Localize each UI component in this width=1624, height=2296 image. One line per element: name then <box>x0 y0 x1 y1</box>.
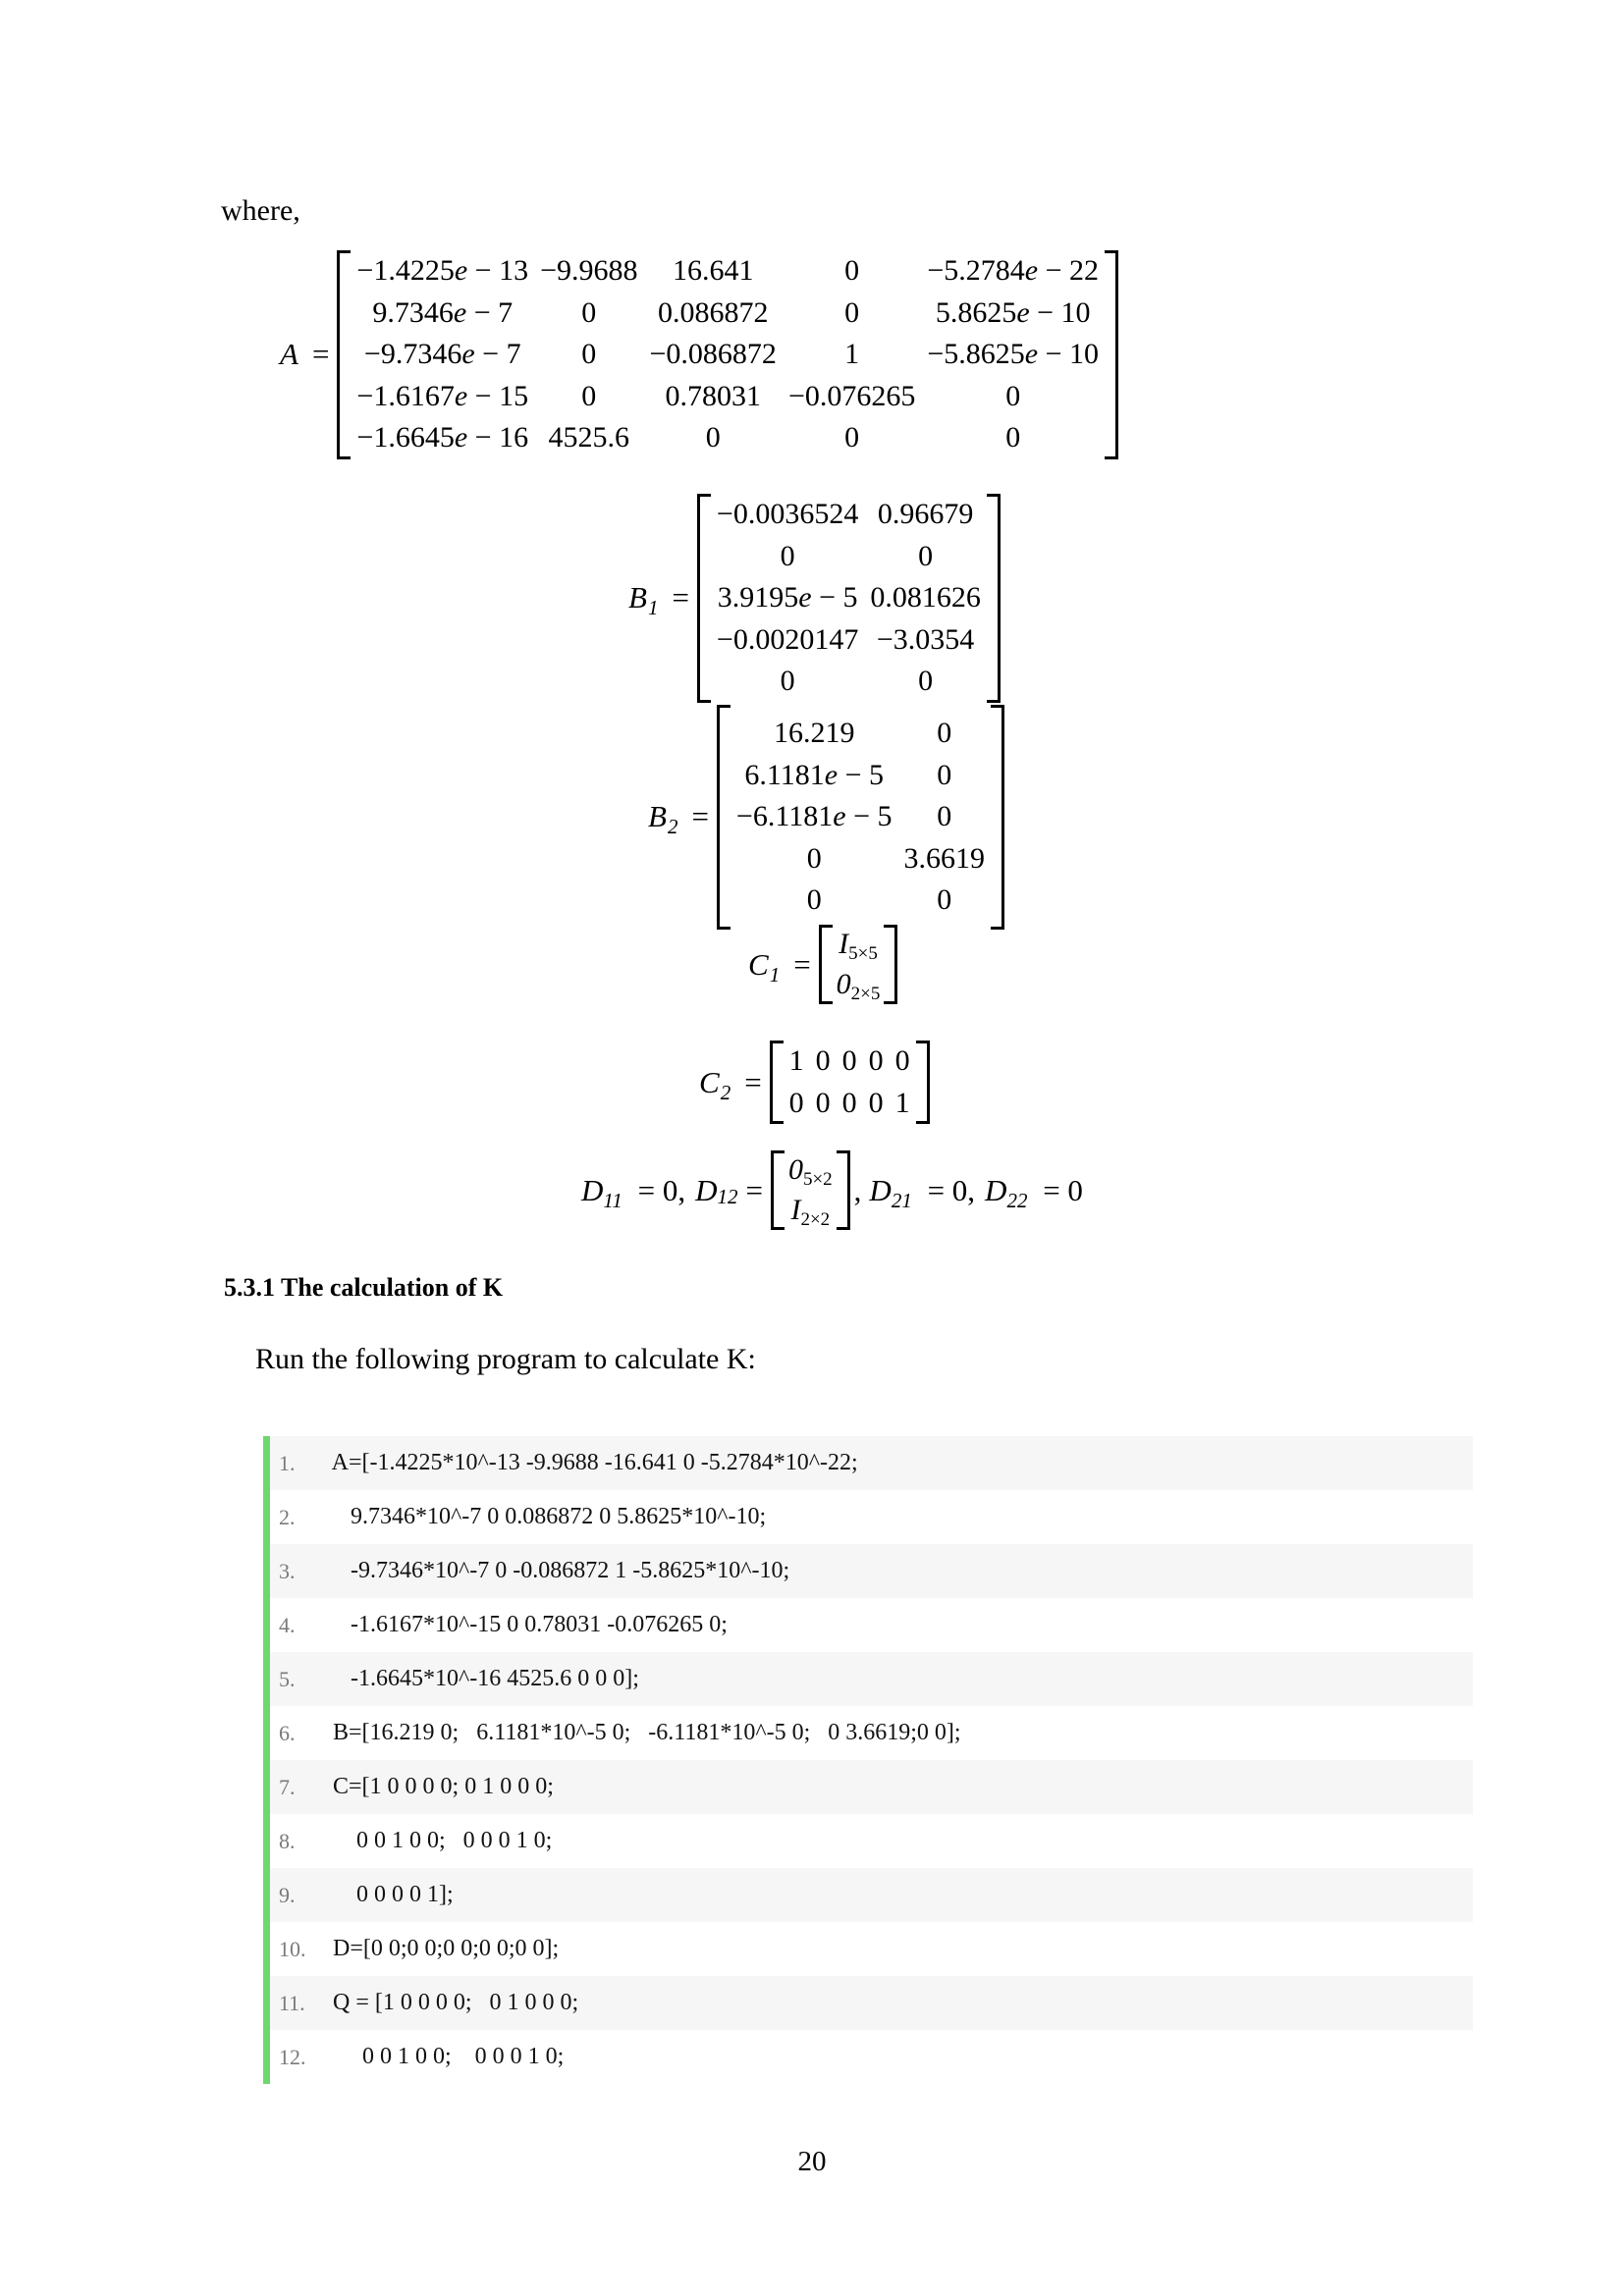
code-line[interactable] <box>263 1652 1473 1706</box>
matrix-cell: −5.8625e − 10 <box>927 338 1100 371</box>
code-line-text: 0 0 0 0 1]; <box>321 1882 454 1907</box>
matrix-cell: 0 <box>581 379 597 412</box>
equation-B1-label: B 1 <box>628 580 659 620</box>
matrix-cell: 0 <box>918 665 934 698</box>
matrix-cell: 0 <box>705 421 721 454</box>
equation-C1 <box>748 925 897 1004</box>
matrix-cell: 0 <box>815 1044 831 1077</box>
code-line-text: 0 0 1 0 0; 0 0 0 1 0; <box>321 1828 553 1853</box>
code-line-number: 6. <box>279 1720 296 1745</box>
equation-D22: $D_{22} = 0$ <box>985 1172 1083 1212</box>
matrix-cell: 0.96679 <box>877 498 974 530</box>
equation-D11: $D_{11} = 0$, <box>581 1172 686 1212</box>
code-line-text: 0 0 1 0 0; 0 0 0 1 0; <box>321 2044 565 2069</box>
matrix-C1 <box>819 925 898 1004</box>
bracket-right <box>991 705 1004 930</box>
matrix-cell: 0 <box>780 665 795 698</box>
matrix-cell: 4525.6 <box>548 421 630 454</box>
matrix-A-grid <box>351 250 1105 459</box>
code-line-number: 8. <box>279 1828 296 1853</box>
matrix-cell: 1 <box>894 1086 910 1119</box>
code-line[interactable] <box>263 2030 1473 2084</box>
code-line-text: D=[0 0;0 0;0 0;0 0;0 0]; <box>321 1936 560 1961</box>
matrix-cell: −5.2784e − 22 <box>927 254 1100 287</box>
matrix-cell: −9.9688 <box>540 254 638 287</box>
bracket-left <box>819 925 833 1004</box>
equation-D21: $D_{21} = 0$, <box>869 1172 976 1212</box>
code-line[interactable] <box>263 1760 1473 1814</box>
code-line-number: 7. <box>279 1774 296 1799</box>
matrix-cell: 0 <box>841 1044 857 1077</box>
equals-sign: = <box>672 580 689 615</box>
matrix-cell: 0 <box>581 338 597 371</box>
matrix-cell: −0.076265 <box>787 379 916 412</box>
matrix-cell: 0.086872 <box>657 295 769 329</box>
matrix-C1-grid <box>833 925 885 1004</box>
matrix-cell: 0 <box>780 539 795 572</box>
bracket-left <box>771 1150 785 1230</box>
code-line[interactable] <box>263 1598 1473 1652</box>
code-line[interactable] <box>263 1976 1473 2030</box>
matrix-cell: −0.0036524 <box>716 498 859 530</box>
matrix-cell: 3.6619 <box>903 841 985 875</box>
matrix-cell: 0 <box>581 295 597 329</box>
matrix-cell: 0.081626 <box>870 581 981 614</box>
bracket-right <box>916 1041 930 1124</box>
code-line-text: Q = [1 0 0 0 0; 0 1 0 0 0; <box>321 1990 579 2015</box>
code-line-number: 11. <box>279 1990 305 2015</box>
matrix-cell: 3.9195e − 5 <box>717 581 858 614</box>
code-line-number: 5. <box>279 1666 296 1691</box>
code-line[interactable] <box>263 1706 1473 1760</box>
matrix-cell: 0.78031 <box>665 379 761 412</box>
section-heading: 5.3.1 The calculation of K <box>224 1273 504 1302</box>
matrix-cell: −1.6645e − 16 <box>356 421 529 454</box>
matrix-cell: 0 <box>806 883 822 917</box>
matrix-cell: 0 <box>844 421 860 454</box>
matrix-A <box>337 250 1118 459</box>
code-line-text: C=[1 0 0 0 0; 0 1 0 0 0; <box>321 1774 554 1799</box>
code-line-number: 12. <box>279 2044 306 2069</box>
matrix-cell: 16.219 <box>773 717 855 749</box>
bracket-left <box>337 250 351 459</box>
equals-sign: = <box>691 799 709 834</box>
equation-D-row <box>581 1150 1083 1230</box>
bracket-left <box>770 1041 784 1124</box>
matrix-cell: 5.8625e − 10 <box>935 295 1091 329</box>
equation-A <box>280 250 1118 459</box>
matrix-symbol-cell: $0_{2\times 5}$ <box>836 967 881 1004</box>
code-line[interactable] <box>263 1544 1473 1598</box>
code-line-number: 4. <box>279 1612 296 1637</box>
matrix-C2 <box>770 1041 930 1124</box>
equation-C2-label: C 2 <box>699 1064 731 1104</box>
matrix-cell: −3.0354 <box>876 622 975 656</box>
matrix-cell: 0 <box>1005 421 1021 454</box>
code-line-number: 3. <box>279 1558 296 1583</box>
matrix-cell: 0 <box>937 758 952 791</box>
where-label: where, <box>221 194 300 227</box>
matrix-cell: 9.7346e − 7 <box>372 295 514 329</box>
code-line-number: 9. <box>279 1882 296 1907</box>
matrix-cell: 0 <box>918 539 934 572</box>
matrix-cell: 0 <box>937 800 952 833</box>
page-number: 20 <box>797 2146 827 2177</box>
matrix-cell: 16.641 <box>672 254 754 287</box>
bracket-right <box>884 925 897 1004</box>
code-line-text: A=[-1.4225*10^-13 -9.9688 -16.641 0 -5.2784*10^-22; <box>321 1450 858 1475</box>
bracket-left <box>697 494 711 703</box>
code-line[interactable] <box>263 1868 1473 1922</box>
equation-B2 <box>648 705 1004 930</box>
matrix-cell: 0 <box>894 1044 910 1077</box>
matrix-cell: −0.086872 <box>649 338 777 371</box>
equation-B1 <box>628 494 1001 703</box>
matrix-D12-grid <box>785 1150 837 1230</box>
section-paragraph: Run the following program to calculate K: <box>255 1343 756 1375</box>
code-line-text: B=[16.219 0; 6.1181*10^-5 0; -6.1181*10^-5 0; 0 3.6619;0 0]; <box>321 1720 961 1745</box>
matrix-cell: 6.1181e − 5 <box>744 758 885 791</box>
matrix-cell: 0 <box>937 883 952 917</box>
code-line-number: 1. <box>279 1450 296 1475</box>
bracket-right <box>987 494 1001 703</box>
code-block <box>263 1436 1473 2084</box>
matrix-cell: 1 <box>844 338 860 371</box>
matrix-cell: 0 <box>806 841 822 875</box>
matrix-cell: 1 <box>788 1044 804 1077</box>
matrix-B2 <box>717 705 1004 930</box>
matrix-cell: −6.1181e − 5 <box>735 800 893 833</box>
equation-C2 <box>699 1041 930 1124</box>
equation-B2-label: B 2 <box>648 799 678 839</box>
code-line[interactable] <box>263 1436 1473 1490</box>
matrix-cell: −9.7346e − 7 <box>363 338 521 371</box>
equals-sign: = <box>311 337 330 372</box>
matrix-cell: −1.6167e − 15 <box>356 379 529 412</box>
matrix-cell: 0 <box>841 1086 857 1119</box>
matrix-B1 <box>697 494 1001 703</box>
matrix-cell: 0 <box>1005 379 1021 412</box>
code-line-text: -9.7346*10^-7 0 -0.086872 1 -5.8625*10^-10; <box>321 1558 790 1583</box>
code-line-text: -1.6645*10^-16 4525.6 0 0 0]; <box>321 1666 639 1691</box>
equation-C1-label: C 1 <box>748 946 781 987</box>
equation-D12: D 12 = $0_{5\times 2}$ $I_{2\times 2}$ , <box>695 1150 869 1230</box>
matrix-cell: 0 <box>844 295 860 329</box>
code-line[interactable] <box>263 1814 1473 1868</box>
matrix-cell: 0 <box>868 1044 884 1077</box>
equals-sign: = <box>744 1064 762 1099</box>
bracket-left <box>717 705 731 930</box>
code-line-number: 10. <box>279 1936 306 1961</box>
matrix-B1-grid <box>711 494 987 703</box>
matrix-B2-grid <box>731 705 991 930</box>
code-line[interactable] <box>263 1922 1473 1976</box>
matrix-symbol-cell: $I_{5\times 5}$ <box>839 928 878 964</box>
matrix-cell: 0 <box>788 1086 804 1119</box>
matrix-symbol-cell: $0_{5\times 2}$ <box>787 1153 833 1190</box>
equation-A-label: A <box>280 337 298 372</box>
matrix-cell: 0 <box>844 254 860 287</box>
matrix-cell: −0.0020147 <box>716 622 859 656</box>
matrix-cell: −1.4225e − 13 <box>356 254 529 287</box>
matrix-D12 <box>771 1150 850 1230</box>
code-line-text: -1.6167*10^-15 0 0.78031 -0.076265 0; <box>321 1612 728 1637</box>
code-line-text: 9.7346*10^-7 0 0.086872 0 5.8625*10^-10; <box>321 1504 767 1529</box>
matrix-cell: 0 <box>868 1086 884 1119</box>
matrix-cell: 0 <box>815 1086 831 1119</box>
bracket-right <box>837 1150 850 1230</box>
matrix-cell: 0 <box>937 717 952 749</box>
equals-sign: = <box>793 946 811 982</box>
bracket-right <box>1105 250 1118 459</box>
matrix-symbol-cell: $I_{2\times 2}$ <box>790 1193 831 1230</box>
code-line[interactable] <box>263 1490 1473 1544</box>
matrix-C2-grid <box>784 1041 916 1124</box>
code-line-number: 2. <box>279 1504 296 1529</box>
